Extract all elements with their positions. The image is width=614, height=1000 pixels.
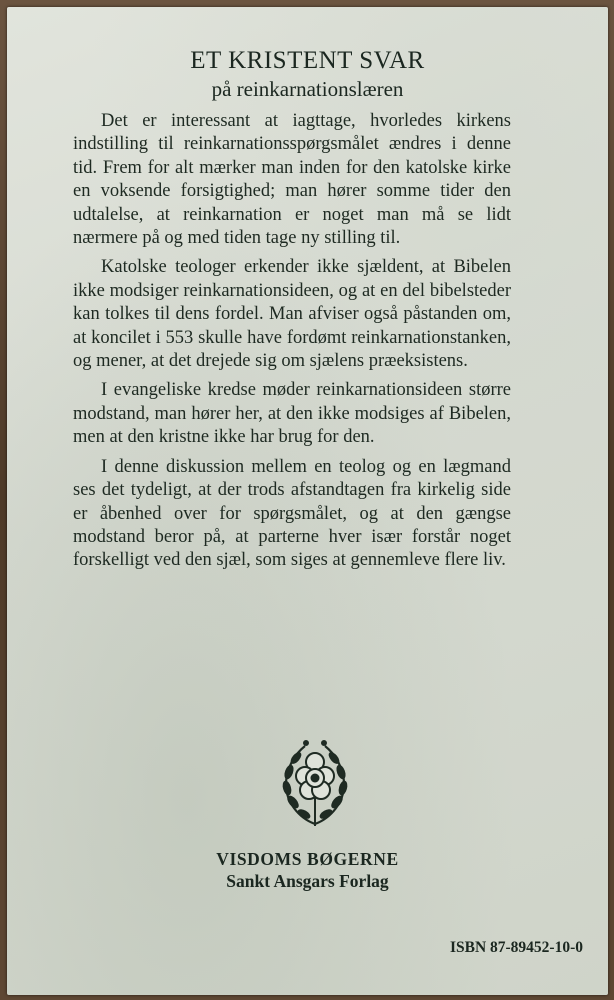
cover-title: ET KRISTENT SVAR <box>190 47 425 74</box>
blurb-paragraph: I denne diskussion mellem en teolog og en lægmand ses det tydeligt, at der trods afstandtagen fra kirkelig side er åbenhed over for spørgsmålet, og at den gængse modstand beror på, at parterne hver især forstår noget forskelligt ved den sjæl, som siges at gennemleve flere liv. <box>73 456 511 571</box>
blurb-paragraph: I evangeliske kredse møder reinkarnationsideen større modstand, man hører her, at den ikke modsiges af Bibelen, men at den kristne ikke har brug for den. <box>73 380 511 448</box>
rose-wreath-emblem-icon <box>277 734 353 830</box>
book-back-cover <box>7 7 608 995</box>
blurb-paragraph: Katolske teologer erkender ikke sjældent, at Bibelen ikke modsiger reinkarnationsideen, og at en del bibelsteder kan tolkes til dens fordel. Man afviser også påstanden om, at koncilet i 553 skulle have fordømt reinkarnationstanken, og mener, at det drejede sig om sjælens præeksistens. <box>73 257 511 372</box>
cover-subtitle: på reinkarnationslæren <box>211 77 404 101</box>
publisher-imprint: Sankt Ansgars Forlag <box>226 871 389 891</box>
blurb-paragraph: Det er interessant at iagttage, hvorledes kirkens indstilling til reinkarnationsspørgsmålet ændres i denne tid. Frem for alt mærker man inden for den katolske kirke en voksende forsigtighed; man hører somme tider den udtalelse, at reinkarnation er noget man må se lidt nærmere på og med tiden tage ny stilling til. <box>73 111 511 249</box>
publisher-series: VISDOMS BØGERNE <box>216 849 399 869</box>
blurb-text <box>73 110 511 579</box>
isbn-number: ISBN 87-89452-10-0 <box>449 939 583 956</box>
